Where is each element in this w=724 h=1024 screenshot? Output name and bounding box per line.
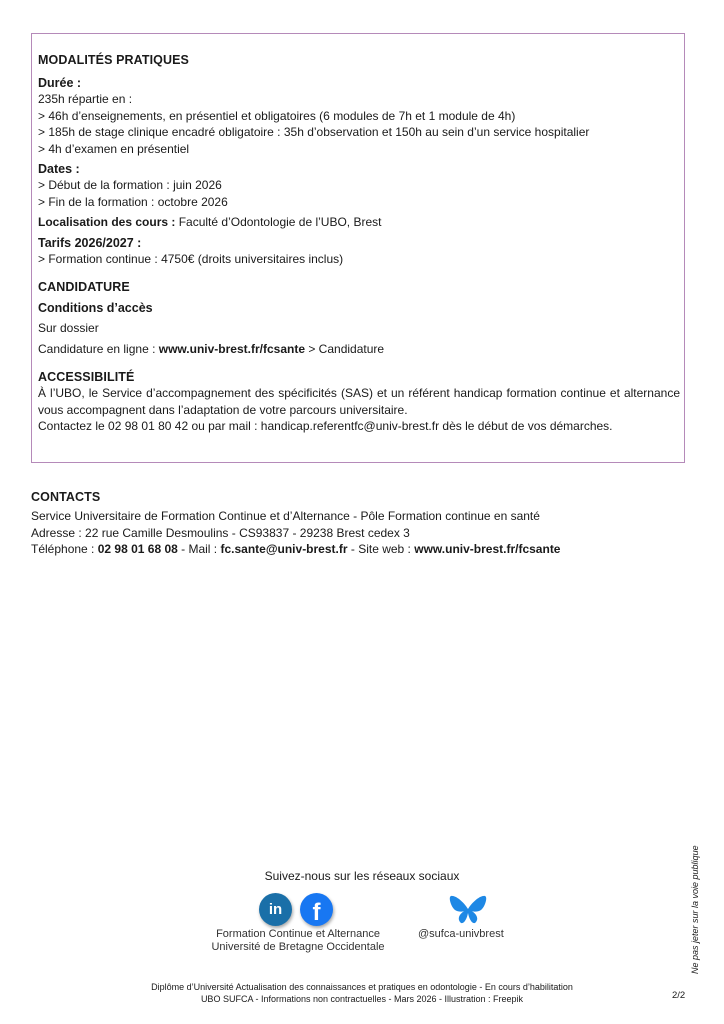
localisation-line [38,214,684,231]
contacts-address: Adresse : 22 rue Camille Desmoulins - CS93837 - 29238 Brest cedex 3 [31,525,410,540]
modalites-title: MODALITÉS PRATIQUES [38,53,189,67]
page-number: 2/2 [672,990,686,1001]
contacts-title: CONTACTS [31,490,101,504]
candidature-title: CANDIDATURE [38,280,130,294]
dates-item: > Fin de la formation : octobre 2026 [38,194,228,209]
conditions-value: Sur dossier [38,321,99,335]
conditions-label: Conditions d’accès [38,301,153,315]
facebook-icon[interactable]: f [300,893,333,926]
accessibilite-contact: Contactez le 02 98 01 80 42 ou par mail : handicap.referentfc@univ-brest.fr dès le début de vos démarches. [38,419,613,433]
duree-intro: 235h répartie en : [38,92,133,106]
duree-label: Durée : [38,76,82,90]
duree-item: > 46h d’enseignements, en présentiel et obligatoires (6 modules de 7h et 1 module de 4h) [38,108,516,123]
web-link[interactable]: www.univ-brest.fr/fcsante [414,542,561,556]
web-label: - Site web : [347,542,415,556]
tarifs-label: Tarifs 2026/2027 : [38,235,142,250]
dates-item: > Début de la formation : juin 2026 [38,178,222,192]
localisation-value: Faculté d’Odontologie de l’UBO, Brest [175,215,382,229]
dates-label: Dates : [38,162,80,176]
side-note: Ne pas jeter sur la voie publique [690,845,700,974]
online-suffix: > Candidature [305,341,385,356]
footer-line1: Diplôme d’Université Actualisation des connaissances et pratiques en odontologie - En cours d’habilitation [151,982,573,992]
contacts-line [31,541,691,558]
candidature-online [38,341,684,358]
accessibilite-paragraph: À l’UBO, le Service d’accompagnement des spécificités (SAS) et un référent handicap formation continue et alternance vous accompagnent dans l’adaptation de votre parcours universitaire. [38,386,680,417]
duree-item: > 4h d’examen en présentiel [38,141,190,156]
contacts-section [31,489,691,558]
duree-item: > 185h de stage clinique encadré obligatoire : 35h d’observation et 150h au sein d’un service hospitalier [38,125,590,139]
social-title: Suivez-nous sur les réseaux sociaux [264,869,460,883]
linkedin-icon[interactable]: in [259,893,292,926]
social-icons [259,893,341,931]
footer [0,982,724,1005]
bluesky-icon[interactable] [449,893,487,932]
candidature-link[interactable]: www.univ-brest.fr/fcsante [158,341,305,356]
org-name [198,928,398,954]
contacts-service: Service Universitaire de Formation Continue et d’Alternance - Pôle Formation continue en santé [31,509,540,523]
tarifs-item: > Formation continue : 4750€ (droits universitaires inclus) [38,251,344,266]
mail-label: - Mail : [177,542,221,556]
mail-link[interactable]: fc.sante@univ-brest.fr [220,542,348,556]
footer-line2: UBO SUFCA - Informations non contractuelles - Mars 2026 - Illustration : Freepik [200,993,524,1004]
bluesky-handle[interactable]: @sufca-univbrest [418,928,504,940]
online-prefix: Candidature en ligne : [38,341,159,356]
phone-label: Téléphone : [31,542,98,556]
info-frame [31,33,685,463]
phone-number[interactable]: 02 98 01 68 08 [97,542,178,556]
accessibilite-title: ACCESSIBILITÉ [38,370,135,384]
localisation-label: Localisation des cours : [38,215,176,229]
org-line1: Formation Continue et Alternance [216,928,380,940]
org-line2: Université de Bretagne Occidentale [211,941,385,953]
